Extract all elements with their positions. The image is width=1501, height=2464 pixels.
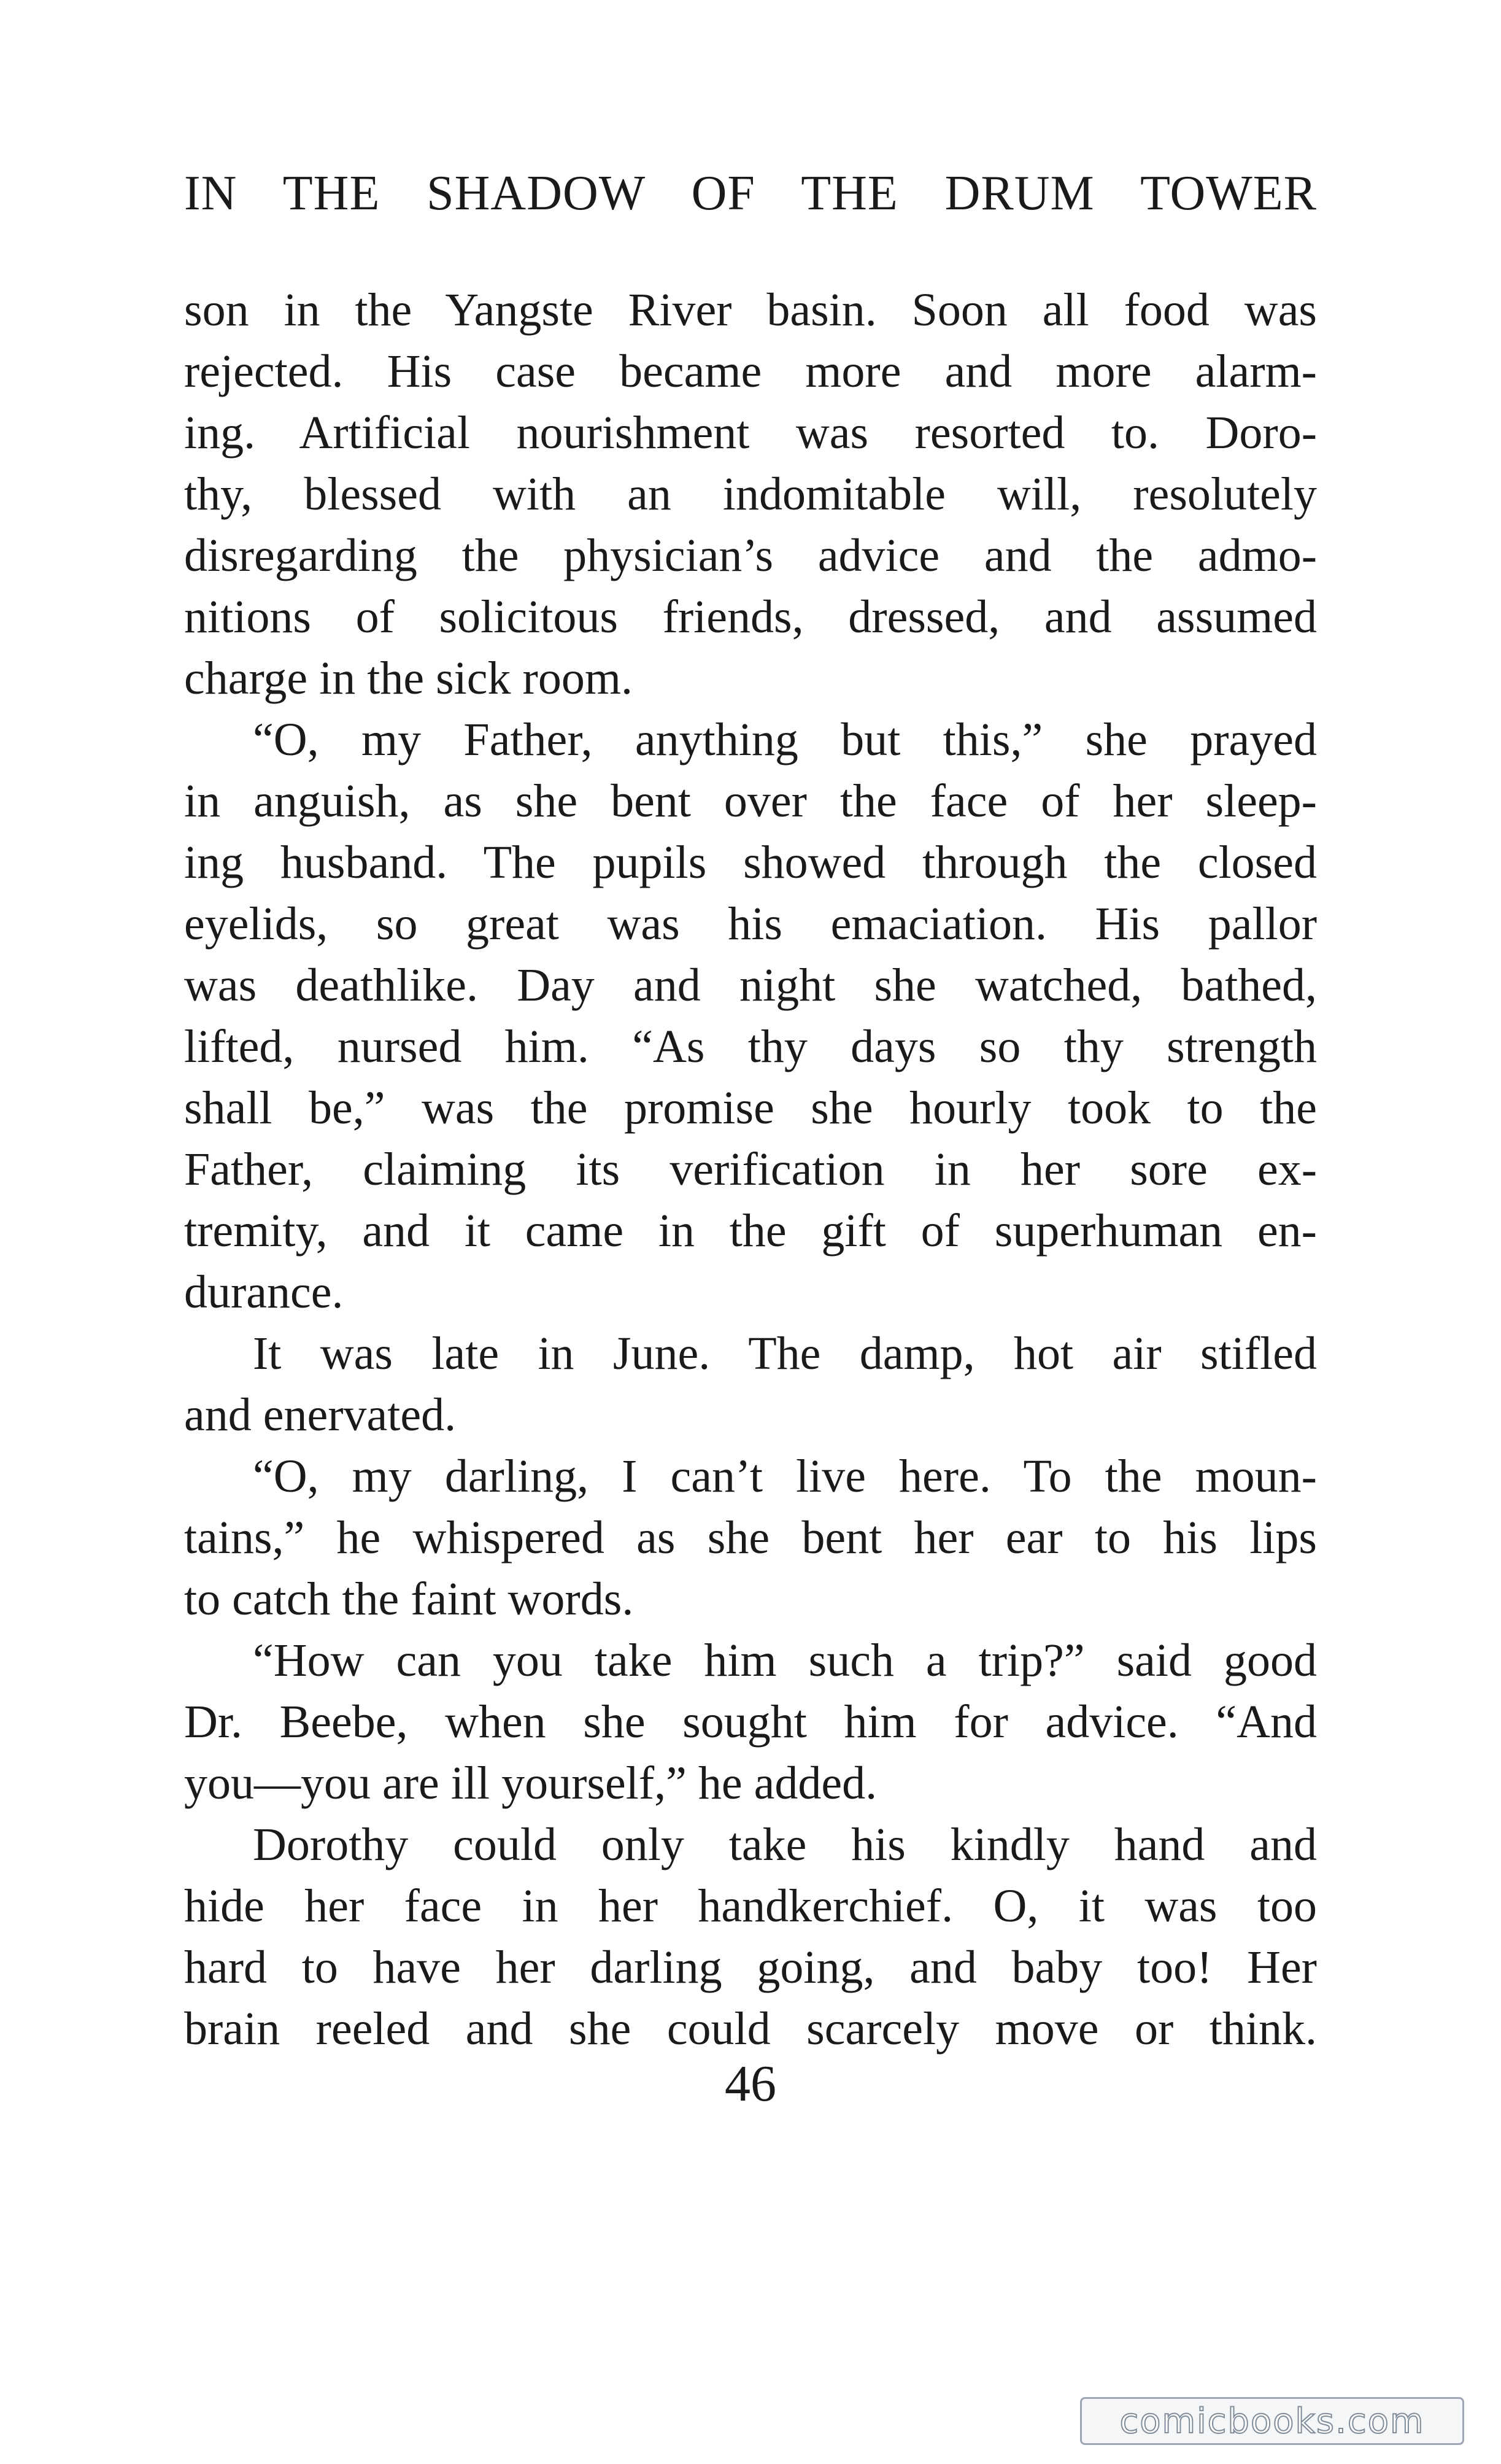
text-line: in anguish, as she bent over the face of her sleep- xyxy=(184,775,1317,827)
text-line: tremity, and it came in the gift of superhuman en- xyxy=(184,1205,1317,1257)
running-head: IN THE SHADOW OF THE DRUM TOWER xyxy=(184,166,1317,220)
text-line: It was late in June. The damp, hot air stifled xyxy=(253,1328,1317,1379)
text-line: shall be,” was the promise she hourly took to the xyxy=(184,1082,1317,1134)
text-line: “How can you take him such a trip?” said good xyxy=(253,1635,1317,1686)
text-line: to catch the faint words. xyxy=(184,1573,634,1625)
text-line: ing husband. The pupils showed through the closed xyxy=(184,837,1317,888)
text-line: you—you are ill yourself,” he added. xyxy=(184,1757,878,1809)
text-line: “O, my Father, anything but this,” she prayed xyxy=(253,714,1317,765)
text-line: was deathlike. Day and night she watched, bathed, xyxy=(184,959,1317,1011)
text-line: tains,” he whispered as she bent her ear to his lips xyxy=(184,1512,1317,1563)
text-line: eyelids, so great was his emaciation. His pallor xyxy=(184,898,1317,950)
text-line: and enervated. xyxy=(184,1389,457,1441)
text-line: hard to have her darling going, and baby too! Her xyxy=(184,1942,1317,1993)
text-line: Father, claiming its verification in her sore ex- xyxy=(184,1144,1317,1195)
watermark: comicbooks.com xyxy=(1080,2397,1464,2445)
text-line: lifted, nursed him. “As thy days so thy strength xyxy=(184,1021,1317,1072)
text-line: charge in the sick room. xyxy=(184,653,633,704)
text-line: disregarding the physician’s advice and the admo- xyxy=(184,530,1317,581)
text-line: ing. Artificial nourishment was resorted to. Doro- xyxy=(184,407,1317,459)
text-line: “O, my darling, I can’t live here. To the moun- xyxy=(253,1451,1317,1502)
text-line: nitions of solicitous friends, dressed, and assumed xyxy=(184,591,1317,643)
page-number: 46 xyxy=(725,2055,776,2112)
text-line: rejected. His case became more and more alarm- xyxy=(184,346,1317,397)
text-line: hide her face in her handkerchief. O, it was too xyxy=(184,1880,1317,1932)
text-line: Dr. Beebe, when she sought him for advice. “And xyxy=(184,1696,1317,1748)
text-line: Dorothy could only take his kindly hand and xyxy=(253,1819,1317,1870)
body-text xyxy=(184,279,1317,2059)
text-line: son in the Yangste River basin. Soon all food was xyxy=(184,284,1317,336)
text-line: durance. xyxy=(184,1266,344,1318)
text-line: brain reeled and she could scarcely move or think. xyxy=(184,2003,1317,2055)
text-line: thy, blessed with an indomitable will, resolutely xyxy=(184,468,1317,520)
